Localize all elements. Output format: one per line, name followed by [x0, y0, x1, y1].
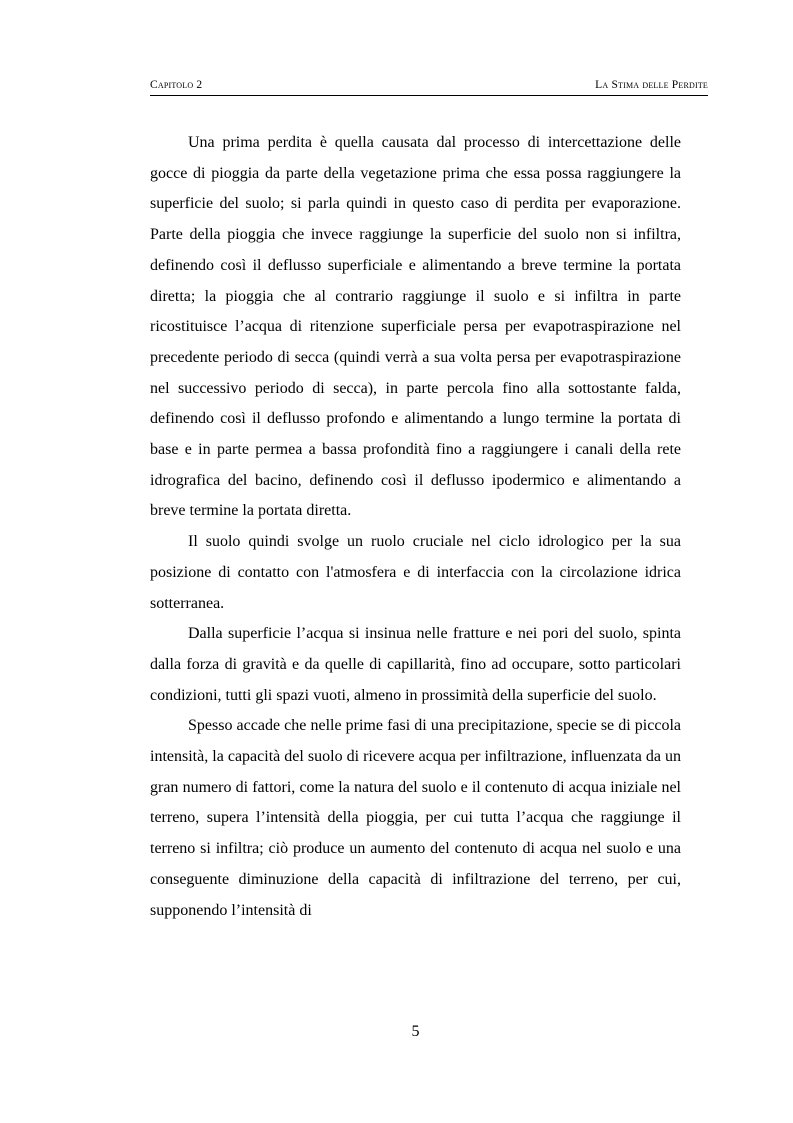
chapter-label: Capitolo 2: [150, 79, 203, 91]
paragraph: Dalla superficie l’acqua si insinua nelle fratture e nei pori del suolo, spinta dalla forza di gravità e da quelle di capillarità, fino ad occupare, sotto particolari condizioni, tutti gli spazi vuoti, almeno in prossimità della superficie del suolo.: [150, 625, 681, 704]
paragraph: Una prima perdita è quella causata dal processo di intercettazione delle gocce di pioggia da parte della vegetazione prima che essa possa raggiungere la superficie del suolo; si parla quindi in questo caso di perdita per evaporazione. Parte della pioggia che invece raggiunge la superficie del suolo non si infiltra, definendo così il deflusso superficiale e alimentando a breve termine la portata diretta; la pioggia che al contrario raggiunge il suolo e si infiltra in parte ricostituisce l’acqua di ritenzione superficiale persa per evapotraspirazione nel precedente periodo di secca (quindi verrà a sua volta persa per evapotraspirazione nel successivo periodo di secca), in parte percola fino alla sottostante falda, definendo così il deflusso profondo e alimentando a lungo termine la portata di base e in parte permea a bassa profondità fino a raggiungere i canali della rete idrografica del bacino, definendo così il deflusso ipodermico e alimentando a breve termine la portata diretta.: [150, 134, 681, 520]
paragraph: Spesso accade che nelle prime fasi di una precipitazione, specie se di piccola intensità, la capacità del suolo di ricevere acqua per infiltrazione, influenzata da un gran numero di fattori, come la natura del suolo e il contenuto di acqua iniziale nel terreno, supera l’intensità della pioggia, per cui tutta l’acqua che raggiunge il terreno si infiltra; ciò produce un aumento del contenuto di acqua nel suolo e una conseguente diminuzione della capacità di infiltrazione del terreno, per cui, supponendo l’intensità di: [150, 717, 681, 919]
section-title: La Stima delle Perdite: [595, 79, 708, 91]
running-header: [150, 79, 708, 96]
body-text: [150, 128, 681, 926]
page-number: 5: [411, 1023, 420, 1040]
paragraph: Il suolo quindi svolge un ruolo cruciale nel ciclo idrologico per la sua posizione di contatto con l'atmosfera e di interfaccia con la circolazione idrica sotterranea.: [150, 533, 681, 612]
